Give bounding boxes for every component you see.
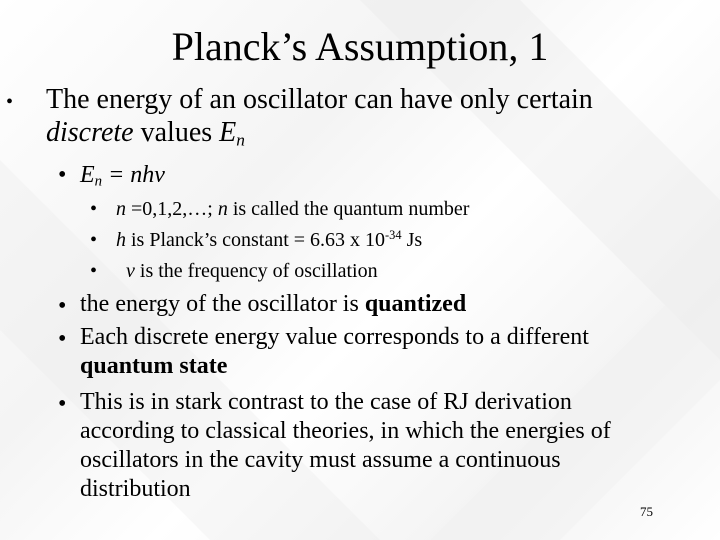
quantum-state-line2: quantum state [80, 353, 228, 379]
contrast-line4: distribution [80, 476, 191, 502]
frequency-line: ν is the frequency of oscillation [126, 260, 378, 282]
bullet: • [90, 198, 98, 220]
bullet: • [90, 229, 98, 251]
planck-constant-line: h is Planck’s constant = 6.63 x $10^{-34}$ Js [116, 228, 423, 251]
bullet: • [58, 326, 67, 352]
point-energy-line1: The energy of an oscillator can have only certain [46, 84, 593, 115]
bullet: • [90, 260, 98, 282]
bullet: • [58, 391, 67, 417]
bullet: • [58, 293, 67, 319]
quantized-point: the energy of the oscillator is quantized [80, 291, 467, 317]
contrast-line3: oscillators in the cavity must assume a continuous [80, 447, 561, 473]
page-number: 75 [640, 504, 653, 519]
point-energy-line2: discrete values $E_n$ [46, 117, 245, 150]
bullet: • [6, 91, 14, 113]
discrete-word: discrete [46, 117, 134, 148]
quantum-number-line: n =0,1,2,…; n is called the quantum number [116, 198, 470, 220]
energy-equation: $E_n = nh\nu$ [80, 162, 165, 190]
contrast-line1: This is in stark contrast to the case of RJ derivation [80, 389, 572, 415]
contrast-line2: according to classical theories, in which the energies of [80, 418, 611, 444]
slide-title: Planck’s Assumption, 1 [171, 24, 549, 69]
quantum-state-line1: Each discrete energy value corresponds to a different [80, 324, 589, 350]
bullet: • [58, 162, 67, 188]
